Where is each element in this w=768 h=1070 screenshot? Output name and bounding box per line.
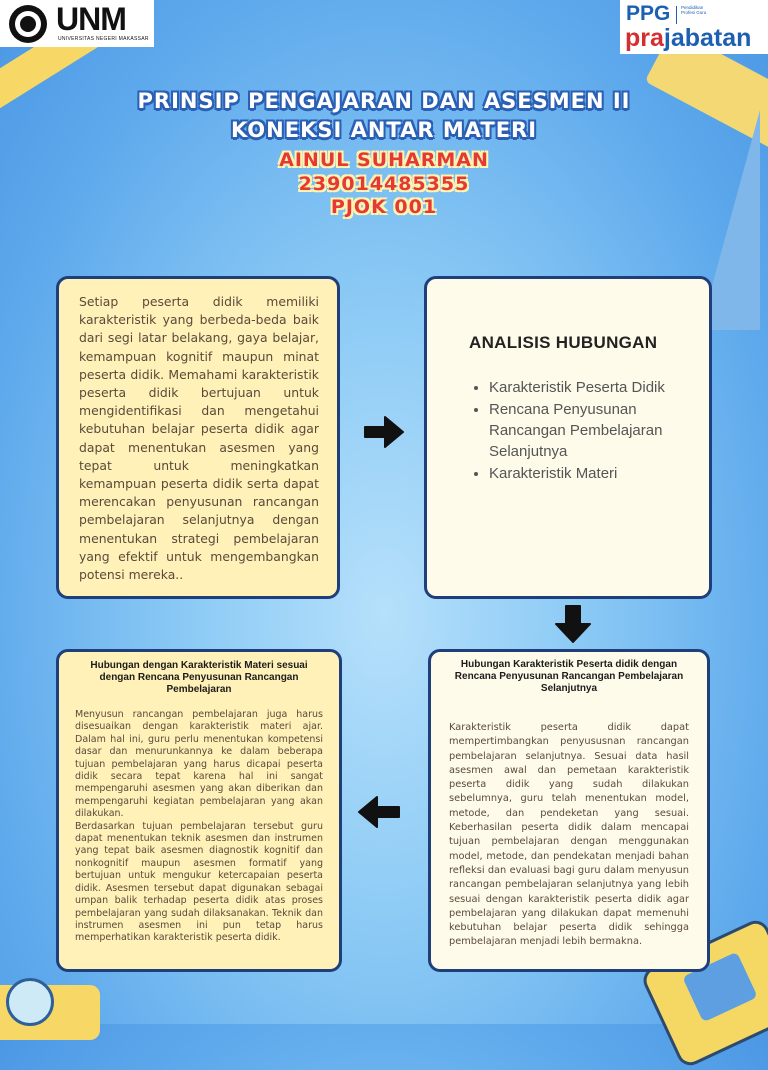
analisis-list	[469, 377, 689, 484]
prajabatan-suffix: jabatan	[663, 24, 752, 52]
arrow-left-icon	[357, 794, 401, 830]
page-title-line2: KONEKSI ANTAR MATERI	[230, 118, 538, 142]
page-title-line1: PRINSIP PENGAJARAN DAN ASESMEN II	[137, 89, 631, 113]
arrow-right-icon	[363, 414, 405, 450]
intro-text: Setiap peserta didik memiliki karakteristik yang berbeda-beda baik dari segi latar belakang, gaya belajar, kemampuan kognitif maupun minat peserta didik. Memahami karakteristik peserta didik bertujuan untuk mengidentifikasi dan mengetahui kebutuhan belajar peserta didik agar dapat menentukan asesmen yang tepat untuk meningkatkan kemampuan peserta didik serta dapat merencakan penyusunan rancangan pembelajaran selanjutnya dengan menentukan strategi pembelajaran yang efektif untuk mengembangkan potensi mereka..	[79, 294, 319, 583]
arrow-down-icon	[554, 604, 592, 644]
box4-paragraph-1: Menyusun rancangan pembelajaran juga harus disesuaikan dengan karakteristik materi ajar. Dalam hal ini, guru perlu menentukan kompetensi dasar dan menurunkannya ke dalam beberapa tujuan pembelajaran yang harus dicapai peserta didik secara tepat karena hal ini sangat mempengaruhi asesmen yang akan diberikan dan mempengaruhi kegiatan pembelajaran yang akan dilakukan.	[75, 709, 323, 820]
unm-subtitle: UNIVERSITAS NEGERI MAKASSAR	[58, 36, 149, 42]
box4-title: Hubungan dengan Karakteristik Materi sesuai dengan Rencana Penyusunan Rancangan Pembelajaran	[90, 660, 308, 695]
unm-emblem-icon	[6, 3, 50, 45]
ppg-divider	[676, 6, 677, 24]
author-id: 239014485355	[298, 173, 470, 195]
box3-title: Hubungan Karakteristik Peserta didik dengan Rencana Penyusunan Rancangan Pembelajaran Selanjutnya	[454, 659, 684, 694]
unm-brand-text: UNM	[56, 1, 126, 37]
prajabatan-wordmark	[625, 24, 751, 52]
unm-logo	[0, 0, 154, 47]
list-item: • Karakteristik Materi	[489, 463, 689, 484]
author-name: AINUL SUHARMAN	[279, 149, 489, 171]
ppg-text: PPG	[626, 2, 671, 25]
decoration-circle-bottom-left	[6, 978, 54, 1026]
analisis-title: ANALISIS HUBUNGAN	[469, 333, 658, 352]
class-code: PJOK 001	[330, 196, 438, 218]
prajabatan-prefix: pra	[625, 24, 664, 52]
ppg-small-text: Pendidikan Profesi Guru	[681, 5, 707, 15]
box-hubungan-peserta-didik	[428, 649, 710, 972]
ppg-prajabatan-logo	[620, 0, 768, 54]
box-karakteristik-intro	[56, 276, 340, 599]
box3-text: Karakteristik peserta didik dapat mempertimbangkan penyususnan rancangan pembelajaran selanjutnya. Sesuai data hasil asesmen awal dan pemetaan karakteristik peserta didik yang sudah dilakukan sebelumnya, guru telah menentukan model, metode, dan pendeketan yang sesuai. Keberhasilan peserta didik dalam mencapai tujuan pembelajaran dengan menggunakan model, metode, dan pendekatan menjadi bahan refleksi dan evaluasi bagi guru dalam menyusun rancangan pembelajaran selanjutnya yang lebih sesuai dengan karakteristik peserta didik agar pembelajaran yang dilakukan dapat memenuhi kebutuhan belajar peserta didik sehingga pembelajaran menjadi lebih bermakna.	[449, 722, 689, 948]
box4-paragraph-2: Berdasarkan tujuan pembelajaran tersebut guru dapat menentukan teknik asesmen dan instrumen yang tepat baik asesmen diagnostik kognitif dan nonkognitif maupun asesmen formatif yang bertujuan untuk mengukur ketercapaian peserta didik. Asesmen tersebut dapat digunakan sebagai umpan balik terhadap peserta didik atas proses pembelajaran yang sudah dilaksanakan. Teknik dan instrumen asesmen ini pun tetap harus memperhatikan karakteristik peserta didik.	[75, 820, 323, 944]
box-hubungan-karakteristik-materi	[56, 649, 342, 972]
list-item: • Rencana Penyusunan Rancangan Pembelajaran Selanjutnya	[489, 399, 689, 462]
list-item: • Karakteristik Peserta Didik	[489, 377, 689, 398]
box-analisis-hubungan	[424, 276, 712, 599]
